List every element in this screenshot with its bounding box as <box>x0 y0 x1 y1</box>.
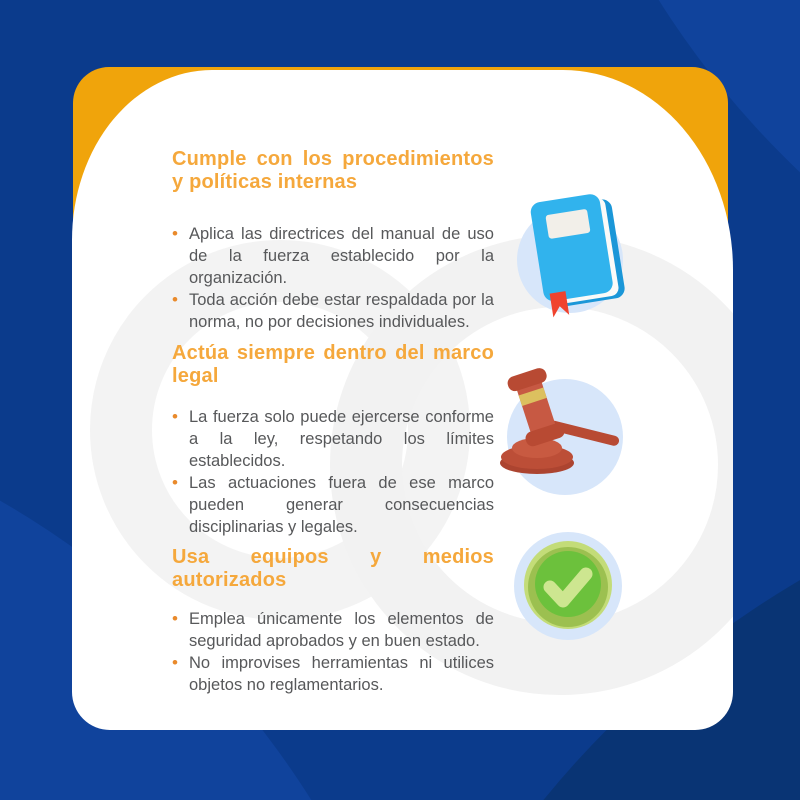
section-2-heading: Actúa siempre dentro del marco legal <box>172 342 494 387</box>
gavel-icon <box>491 363 641 513</box>
bullet-text: No improvises herramientas ni utilices objetos no reglamentarios. <box>189 654 494 694</box>
section-1-bullets <box>172 223 494 333</box>
text-column <box>172 148 494 696</box>
bullet-item <box>172 652 494 696</box>
book-icon <box>498 186 642 330</box>
bullet-item <box>172 223 494 289</box>
section-2-bullets <box>172 406 494 538</box>
section-1-heading: Cumple con los procedimientos y políticas internas <box>172 148 494 193</box>
bullet-item <box>172 472 494 538</box>
bullet-text: Toda acción debe estar respaldada por la norma, no por decisiones individuales. <box>189 291 494 331</box>
bullet-item <box>172 608 494 652</box>
bullet-item <box>172 289 494 333</box>
bullet-text: Las actuaciones fuera de ese marco pueden generar consecuencias disciplinarias y legales. <box>189 474 494 536</box>
bullet-text: Emplea únicamente los elementos de seguridad aprobados y en buen estado. <box>189 610 494 650</box>
bullet-text: Aplica las directrices del manual de uso de la fuerza establecido por la organización. <box>189 225 494 287</box>
check-badge-icon <box>500 517 640 657</box>
bullet-item <box>172 406 494 472</box>
bullet-text: La fuerza solo puede ejercerse conforme a la ley, respetando los límites establecidos. <box>189 408 494 470</box>
content-card <box>72 70 733 730</box>
section-3-bullets <box>172 608 494 696</box>
section-3-heading: Usa equipos y medios autorizados <box>172 546 494 591</box>
